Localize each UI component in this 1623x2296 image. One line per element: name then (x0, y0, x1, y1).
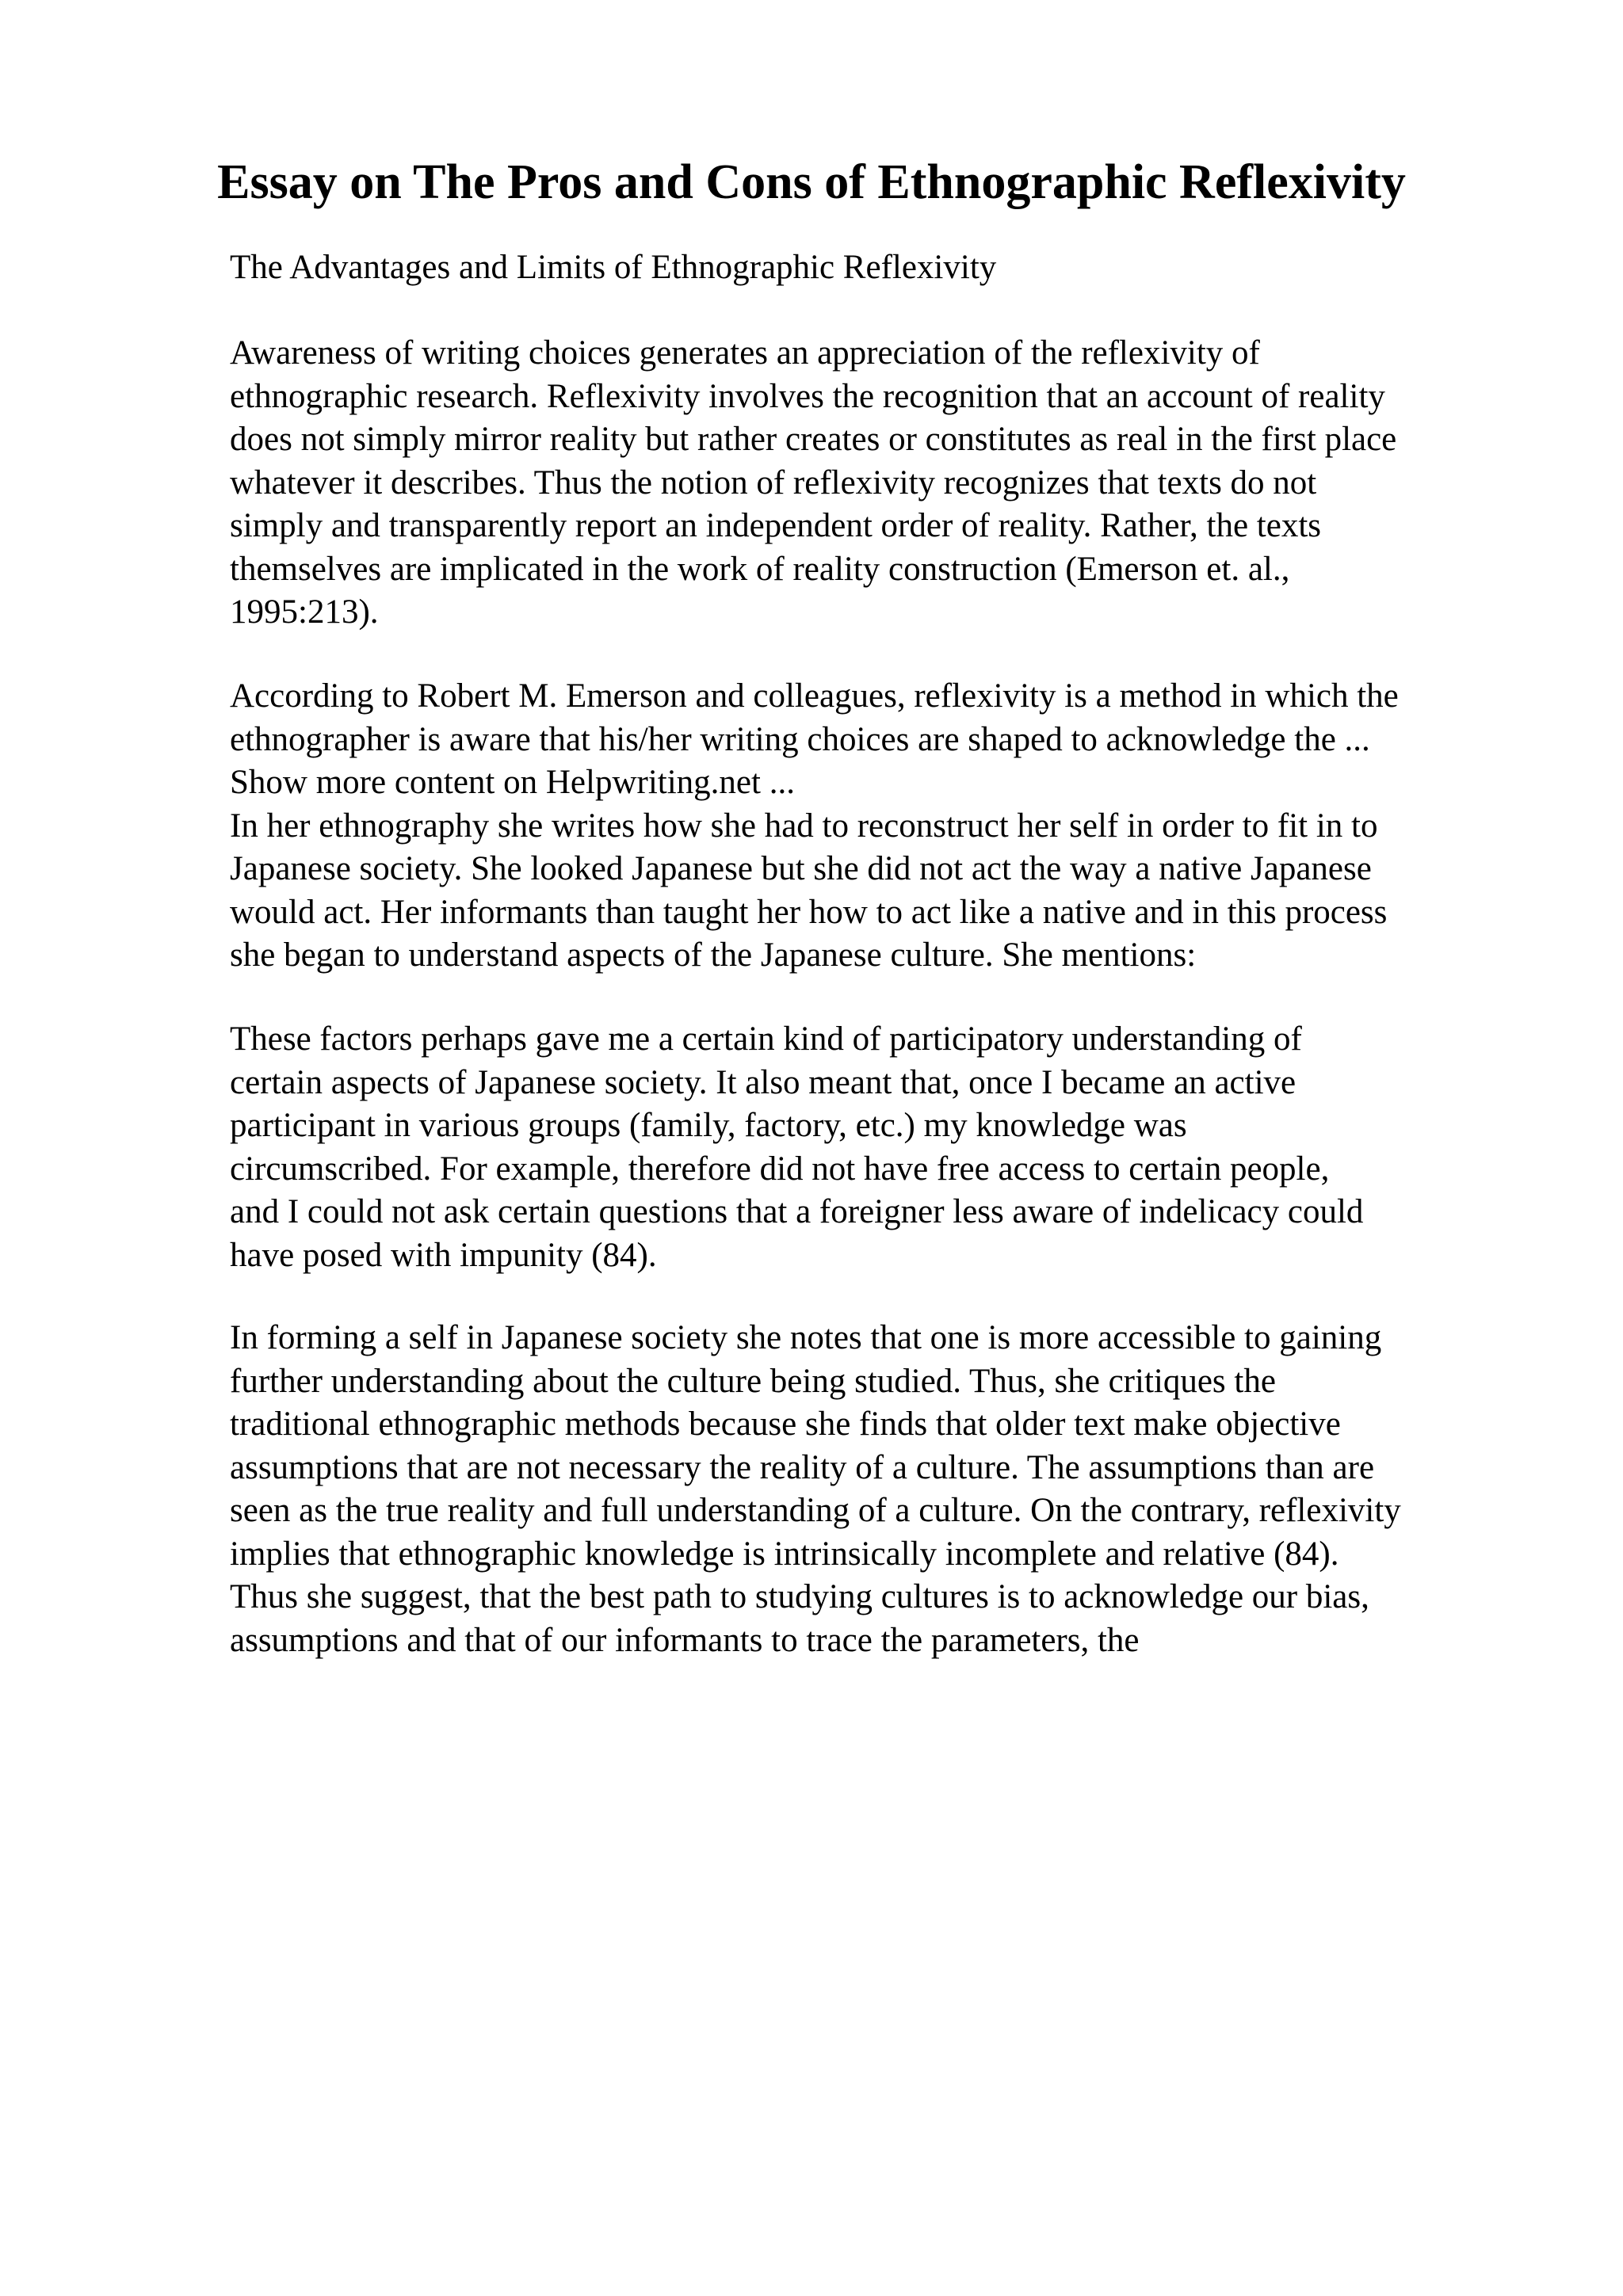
paragraph-line: Awareness of writing choices generates an appreciation of the reflexivity of (230, 334, 1260, 372)
paragraph-line: have posed with impunity (84). (230, 1236, 657, 1274)
paragraph-4 (230, 1317, 1529, 1662)
paragraph-line: assumptions that are not necessary the reality of a culture. The assumptions than are (230, 1448, 1375, 1486)
paragraph-line: and I could not ask certain questions that a foreigner less aware of indelicacy could (230, 1193, 1364, 1230)
paragraph-line: circumscribed. For example, therefore did not have free access to certain people, (230, 1150, 1330, 1188)
paragraph-line: In her ethnography she writes how she had to reconstruct her self in order to fit in to (230, 807, 1378, 845)
paragraph-line: she began to understand aspects of the Japanese culture. She mentions: (230, 936, 1197, 974)
paragraph-line: certain aspects of Japanese society. It also meant that, once I became an active (230, 1063, 1296, 1101)
show-more-link[interactable]: Show more content on Helpwriting.net ... (230, 764, 795, 801)
subtitle-line: The Advantages and Limits of Ethnographic Reflexivity (230, 249, 997, 286)
paragraph-line: In forming a self in Japanese society she notes that one is more accessible to gaining (230, 1319, 1382, 1356)
paragraph-line: ethnographic research. Reflexivity involves the recognition that an account of reality (230, 377, 1385, 415)
paragraph-line: does not simply mirror reality but rather creates or constitutes as real in the first place (230, 421, 1397, 458)
paragraph-line: These factors perhaps gave me a certain kind of participatory understanding of (230, 1020, 1302, 1058)
paragraph-line: traditional ethnographic methods because she finds that older text make objective (230, 1405, 1341, 1443)
paragraph-line: assumptions and that of our informants to trace the parameters, the (230, 1621, 1140, 1659)
paragraph-3-quote (230, 1018, 1529, 1277)
paragraph-line: whatever it describes. Thus the notion of reflexivity recognizes that texts do not (230, 463, 1317, 502)
paragraph-line: themselves are implicated in the work of reality construction (Emerson et. al., (230, 550, 1290, 588)
paragraph-line: Japanese society. She looked Japanese but she did not act the way a native Japanese (230, 850, 1372, 887)
paragraph-line: Thus she suggest, that the best path to studying cultures is to acknowledge our bias, (230, 1578, 1369, 1615)
paragraph-line: implies that ethnographic knowledge is intrinsically incomplete and relative (84). (230, 1535, 1339, 1573)
paragraph-line: would act. Her informants than taught her how to act like a native and in this process (230, 893, 1388, 931)
paragraph-line: further understanding about the culture being studied. Thus, she critiques the (230, 1362, 1276, 1400)
document-title: Essay on The Pros and Cons of Ethnographic Reflexivity (217, 155, 1406, 209)
paragraph-line: 1995:213). (230, 593, 379, 631)
paragraph-1 (230, 332, 1529, 635)
paragraph-line: simply and transparently report an independent order of reality. Rather, the texts (230, 507, 1322, 544)
document-subtitle (230, 246, 1529, 290)
paragraph-line: ethnographer is aware that his/her writing choices are shaped to acknowledge the ... (230, 720, 1370, 758)
paragraph-line: According to Robert M. Emerson and colleagues, reflexivity is a method in which the (230, 677, 1399, 715)
paragraph-2 (230, 675, 1529, 978)
paragraph-line: participant in various groups (family, factory, etc.) my knowledge was (230, 1107, 1187, 1144)
paragraph-line: seen as the true reality and full understanding of a culture. On the contrary, reflexivity (230, 1492, 1401, 1529)
